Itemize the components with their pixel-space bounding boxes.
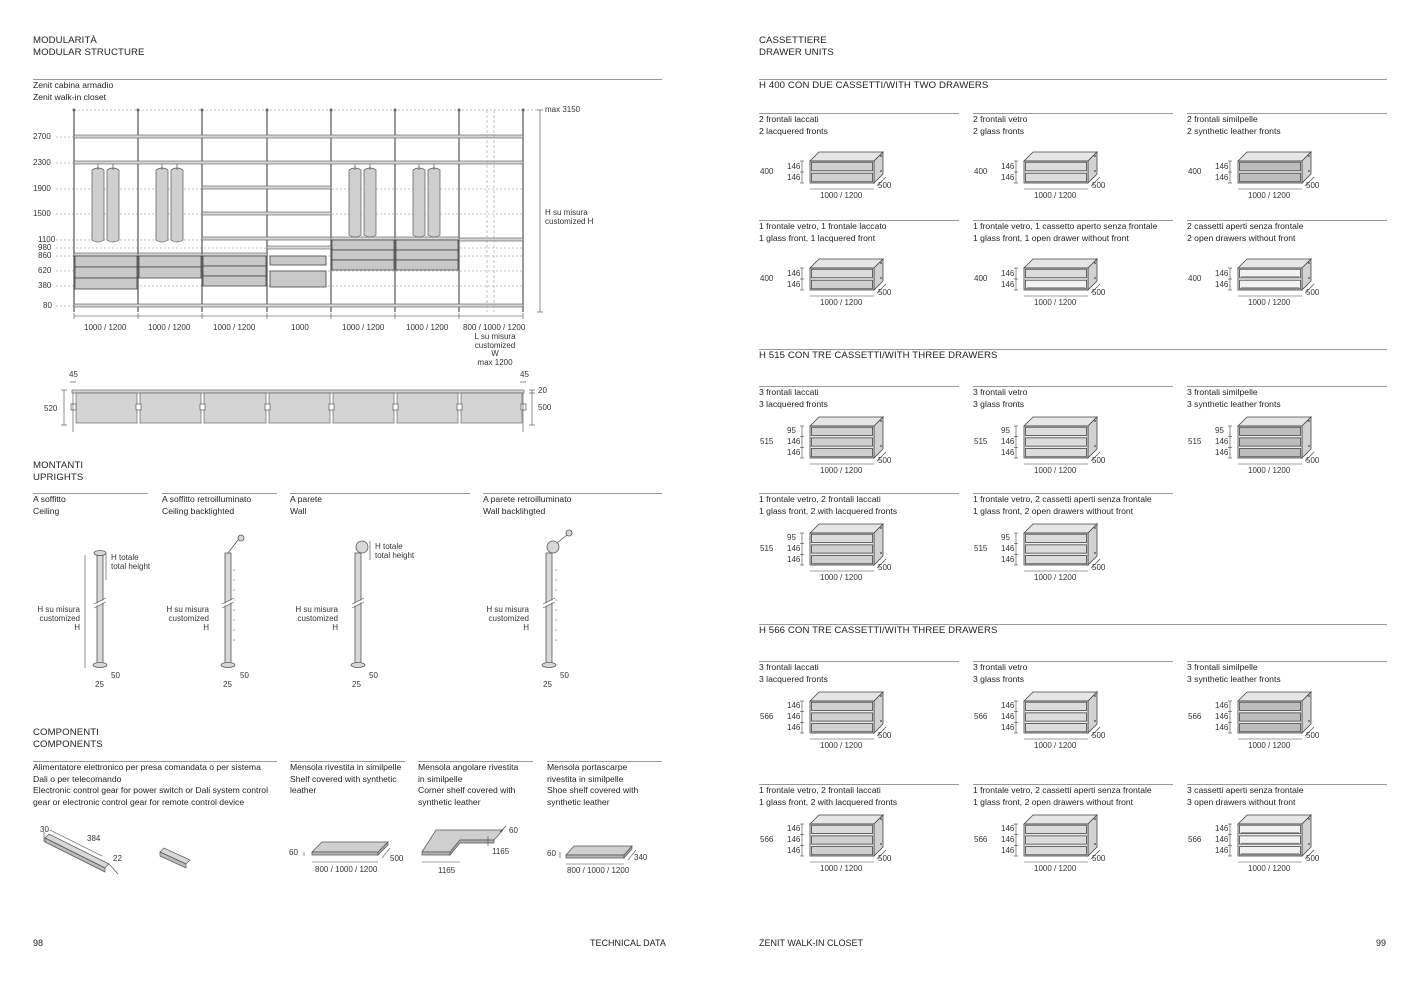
dim-60: 60 xyxy=(509,826,518,835)
height-label: 2300 xyxy=(33,158,51,167)
drawer-option xyxy=(973,220,1173,320)
drawer-unit-depth: 500 xyxy=(1306,854,1320,863)
drawer-option xyxy=(973,784,1173,884)
drawer-option xyxy=(759,661,959,761)
drawer-option-label-it: 1 frontale vetro, 1 frontale laccato xyxy=(759,221,887,231)
drawer-unit-height: 515 xyxy=(760,437,774,446)
drawer-height: 146 xyxy=(1215,437,1229,446)
dim-width: 800 / 1000 / 1200 xyxy=(315,865,378,874)
drawer-option xyxy=(759,386,959,486)
plan-depth-20: 20 xyxy=(538,386,547,395)
drawer-unit-width: 1000 / 1200 xyxy=(1248,466,1291,475)
drawer-unit-width: 1000 / 1200 xyxy=(1034,573,1077,582)
drawer-option-label-en: 1 glass front, 1 open drawer without front xyxy=(973,232,1129,243)
uprights-header: MONTANTI UPRIGHTS xyxy=(33,460,84,483)
drawer-option-label-en: 3 glass fronts xyxy=(973,398,1025,409)
drawer-unit-width: 1000 / 1200 xyxy=(820,298,863,307)
drawer-option-label-en: 2 lacquered fronts xyxy=(759,125,828,136)
drawer-option-label-it: 2 frontali laccati xyxy=(759,114,819,124)
dim-25: 25 xyxy=(223,680,232,689)
dim-60: 60 xyxy=(547,849,556,858)
drawer-height: 146 xyxy=(787,835,801,844)
drawer-option xyxy=(973,493,1173,593)
drawer-option-label-en: 1 glass front, 1 lacquered front xyxy=(759,232,876,243)
drawer-unit-depth: 500 xyxy=(1092,854,1106,863)
drawer-height: 146 xyxy=(1001,824,1015,834)
drawer-unit-width: 1000 / 1200 xyxy=(1248,741,1291,750)
drawer-height: 146 xyxy=(1001,701,1015,711)
drawer-unit-height: 515 xyxy=(974,437,988,446)
max-height-label: max 3150 xyxy=(545,105,581,114)
drawer-height: 146 xyxy=(787,824,801,834)
drawer-option-label-en: 3 open drawers without front xyxy=(1187,796,1296,807)
drawer-unit-height: 515 xyxy=(974,544,988,553)
width-label: 1000 / 1200 xyxy=(148,323,191,332)
drawer-height: 146 xyxy=(787,712,801,721)
dim-500: 500 xyxy=(390,854,404,863)
drawer-unit-height: 566 xyxy=(1188,712,1202,721)
drawer-option xyxy=(759,784,959,884)
drawer-option-label-en: 2 synthetic leather fronts xyxy=(1187,125,1281,136)
drawer-unit-height: 515 xyxy=(760,544,774,553)
height-label: 980 xyxy=(38,243,52,252)
drawer-height: 146 xyxy=(787,268,801,278)
drawer-unit-depth: 500 xyxy=(878,854,892,863)
total-height-label: H totale total height xyxy=(111,553,151,571)
dim-50: 50 xyxy=(111,671,120,680)
upright-ceiling-backlighted-label: A soffitto retroilluminato Ceiling backlighted xyxy=(162,494,252,516)
drawer-option xyxy=(1187,784,1387,884)
drawer-height: 146 xyxy=(1215,835,1229,844)
customized-width-note: L su misura customized W max 1200 xyxy=(474,332,516,367)
dim-25: 25 xyxy=(543,680,552,689)
height-label: 1100 xyxy=(38,235,56,244)
drawer-height: 146 xyxy=(787,544,801,553)
drawer-unit-depth: 500 xyxy=(1092,288,1106,297)
customized-h-label: H su misura customized H xyxy=(37,605,80,632)
drawer-unit-height: 515 xyxy=(1188,437,1202,446)
dim-50: 50 xyxy=(560,671,569,680)
height-label: 1500 xyxy=(33,209,51,218)
drawer-option-label-it: 2 frontali similpelle xyxy=(1187,114,1258,124)
drawer-option-label-it: 3 frontali laccati xyxy=(759,387,819,397)
drawer-height: 146 xyxy=(1215,172,1229,182)
drawer-unit-height: 400 xyxy=(1188,274,1202,283)
dim-width: 800 / 1000 / 1200 xyxy=(567,866,630,875)
drawer-height: 95 xyxy=(787,533,796,543)
drawer-unit-width: 1000 / 1200 xyxy=(1034,298,1077,307)
drawer-option-label-en: 1 glass front, 2 with lacquered fronts xyxy=(759,505,898,516)
drawer-option xyxy=(973,386,1173,486)
component-shoe-shelf-label: Mensola portascarpe rivestita in similpelle Shoe shelf covered with synthetic leather xyxy=(547,762,639,807)
footer-label: ZENIT WALK-IN CLOSET xyxy=(759,938,864,948)
drawer-option-label-it: 1 frontale vetro, 1 cassetto aperto senza frontale xyxy=(973,221,1158,231)
drawer-height: 146 xyxy=(1001,722,1015,732)
component-corner-shelf-label: Mensola angolare rivestita in similpelle Corner shelf covered with synthetic leather xyxy=(418,762,519,807)
dim-1165: 1165 xyxy=(492,847,510,856)
height-label: 380 xyxy=(38,281,52,290)
drawer-option-label-it: 2 frontali vetro xyxy=(973,114,1028,124)
drawer-option xyxy=(973,661,1173,761)
drawer-unit-depth: 500 xyxy=(1092,731,1106,740)
page-number: 99 xyxy=(1376,938,1387,948)
drawer-unit-height: 566 xyxy=(974,835,988,844)
drawer-option-label-en: 3 synthetic leather fronts xyxy=(1187,673,1281,684)
drawer-height: 146 xyxy=(787,845,801,855)
drawer-option-label-en: 1 glass front, 2 open drawers without front xyxy=(973,796,1134,807)
drawer-unit-height: 566 xyxy=(760,712,774,721)
dim-25: 25 xyxy=(352,680,361,689)
drawer-height: 146 xyxy=(1215,845,1229,855)
drawer-height: 95 xyxy=(1001,426,1010,436)
drawer-unit-depth: 500 xyxy=(1306,731,1320,740)
drawer-height: 146 xyxy=(787,437,801,446)
drawer-height: 146 xyxy=(787,172,801,182)
drawer-height: 146 xyxy=(1001,172,1015,182)
drawer-unit-width: 1000 / 1200 xyxy=(820,864,863,873)
width-label: 1000 / 1200 xyxy=(406,323,449,332)
drawer-unit-width: 1000 / 1200 xyxy=(820,573,863,582)
drawer-option xyxy=(1187,220,1387,320)
drawer-height: 146 xyxy=(1215,722,1229,732)
customized-h-label: H su misura customized H xyxy=(295,605,338,632)
drawer-unit-height: 566 xyxy=(760,835,774,844)
drawer-unit-height: 400 xyxy=(760,167,774,176)
dim-30: 30 xyxy=(40,825,49,834)
customized-h-label: H su misura customized H xyxy=(545,208,594,226)
height-label: 2700 xyxy=(33,132,51,141)
drawer-option xyxy=(1187,386,1387,486)
drawer-option-label-en: 3 synthetic leather fronts xyxy=(1187,398,1281,409)
drawer-height: 146 xyxy=(1001,712,1015,721)
left-header-it: MODULARITÀ xyxy=(33,35,97,46)
drawer-height: 95 xyxy=(1215,426,1224,436)
drawer-unit-width: 1000 / 1200 xyxy=(820,191,863,200)
drawer-height: 146 xyxy=(1001,437,1015,446)
dim-25: 25 xyxy=(95,680,104,689)
dim-340: 340 xyxy=(634,853,648,862)
height-label: 80 xyxy=(43,301,52,310)
drawer-option xyxy=(759,220,959,320)
drawer-option-label-en: 3 lacquered fronts xyxy=(759,398,828,409)
component-control-gear-label: Alimentatore elettronico per presa comandata o per sistema Dali o per telecomando Electronic control gear for power switch or Dali system control gear or electronic control gear for remote control device xyxy=(33,762,268,807)
drawer-height: 95 xyxy=(787,426,796,436)
width-label: 1000 / 1200 xyxy=(342,323,385,332)
drawer-height: 146 xyxy=(1215,824,1229,834)
drawer-option-label-en: 2 glass fronts xyxy=(973,125,1025,136)
drawer-option xyxy=(973,113,1173,213)
drawer-unit-width: 1000 / 1200 xyxy=(1034,466,1077,475)
drawer-height: 146 xyxy=(1001,554,1015,564)
drawer-option-label-it: 3 frontali laccati xyxy=(759,662,819,672)
footer-label: TECHNICAL DATA xyxy=(590,938,666,948)
drawer-unit-width: 1000 / 1200 xyxy=(1034,741,1077,750)
drawer-option-label-en: 1 glass front, 2 with lacquered fronts xyxy=(759,796,898,807)
width-label: 1000 xyxy=(291,323,309,332)
drawer-option-label-en: 3 glass fronts xyxy=(973,673,1025,684)
drawer-height: 146 xyxy=(1215,161,1229,171)
drawer-unit-depth: 500 xyxy=(1092,181,1106,190)
drawer-height: 146 xyxy=(787,554,801,564)
drawer-unit-depth: 500 xyxy=(878,288,892,297)
drawer-unit-depth: 500 xyxy=(878,563,892,572)
width-label: 800 / 1000 / 1200 xyxy=(463,323,526,332)
closet-title: Zenit cabina armadio Zenit walk-in closet xyxy=(33,80,114,102)
drawer-option-label-it: 3 frontali vetro xyxy=(973,662,1028,672)
drawer-height: 146 xyxy=(787,161,801,171)
drawer-group-title: H 566 CON TRE CASSETTI/WITH THREE DRAWERS xyxy=(759,625,998,636)
drawer-height: 146 xyxy=(787,447,801,457)
dim-50: 50 xyxy=(240,671,249,680)
drawer-unit-depth: 500 xyxy=(878,731,892,740)
plan-depth-520: 520 xyxy=(44,404,58,413)
drawer-unit-height: 400 xyxy=(760,274,774,283)
drawer-height: 146 xyxy=(1215,701,1229,711)
customized-h-label: H su misura customized H xyxy=(486,605,529,632)
drawer-height: 146 xyxy=(1001,279,1015,289)
drawer-height: 146 xyxy=(787,279,801,289)
upright-wall-label: A parete Wall xyxy=(290,494,323,516)
width-label: 1000 / 1200 xyxy=(213,323,256,332)
drawer-option xyxy=(1187,661,1387,761)
drawer-unit-depth: 500 xyxy=(878,181,892,190)
drawer-option-label-en: 2 open drawers without front xyxy=(1187,232,1296,243)
drawer-height: 146 xyxy=(1215,279,1229,289)
dim-384: 384 xyxy=(87,834,101,843)
drawer-option-label-it: 3 frontali similpelle xyxy=(1187,387,1258,397)
right-section-header: CASSETTIERE DRAWER UNITS xyxy=(759,35,834,58)
drawer-group-title: H 515 CON TRE CASSETTI/WITH THREE DRAWERS xyxy=(759,350,998,361)
plan-left-45: 45 xyxy=(69,370,78,379)
component-shelf-label: Mensola rivestita in similpelle Shelf covered with synthetic leather xyxy=(290,762,402,795)
left-header-en: MODULAR STRUCTURE xyxy=(33,47,145,58)
drawer-option-label-en: 3 lacquered fronts xyxy=(759,673,828,684)
drawer-height: 146 xyxy=(1001,447,1015,457)
drawer-group-title: H 400 CON DUE CASSETTI/WITH TWO DRAWERS xyxy=(759,80,989,91)
drawer-height: 146 xyxy=(1001,161,1015,171)
upright-ceiling-label: A soffitto Ceiling xyxy=(33,494,66,516)
drawer-unit-height: 400 xyxy=(1188,167,1202,176)
drawer-unit-width: 1000 / 1200 xyxy=(1248,864,1291,873)
drawer-unit-width: 1000 / 1200 xyxy=(1034,191,1077,200)
dim-22: 22 xyxy=(113,854,122,863)
drawer-height: 146 xyxy=(1001,268,1015,278)
total-height-label: H totale total height xyxy=(375,542,415,560)
customized-h-label: H su misura customized H xyxy=(166,605,209,632)
drawer-option-label-it: 1 frontale vetro, 2 cassetti aperti senza frontale xyxy=(973,785,1152,795)
drawer-unit-width: 1000 / 1200 xyxy=(1248,191,1291,200)
drawer-unit-depth: 500 xyxy=(1306,456,1320,465)
drawer-unit-height: 566 xyxy=(974,712,988,721)
drawer-unit-depth: 500 xyxy=(1092,456,1106,465)
components-header: COMPONENTI COMPONENTS xyxy=(33,727,103,750)
drawer-unit-depth: 500 xyxy=(1306,181,1320,190)
plan-right-45: 45 xyxy=(520,370,529,379)
drawer-unit-width: 1000 / 1200 xyxy=(820,741,863,750)
drawer-height: 146 xyxy=(1215,447,1229,457)
drawer-option-label-it: 1 frontale vetro, 2 frontali laccati xyxy=(759,494,881,504)
drawer-option xyxy=(1187,113,1387,213)
dim-60: 60 xyxy=(289,848,298,857)
drawer-unit-width: 1000 / 1200 xyxy=(1248,298,1291,307)
drawer-option-label-it: 1 frontale vetro, 2 cassetti aperti senza frontale xyxy=(973,494,1152,504)
drawer-option-label-it: 3 frontali vetro xyxy=(973,387,1028,397)
dim-1165: 1165 xyxy=(438,866,456,875)
height-label: 1900 xyxy=(33,184,51,193)
height-label: 860 xyxy=(38,251,52,260)
drawer-unit-width: 1000 / 1200 xyxy=(1034,864,1077,873)
drawer-height: 146 xyxy=(1001,544,1015,553)
drawer-unit-height: 400 xyxy=(974,167,988,176)
drawer-option xyxy=(759,493,959,593)
drawer-option-label-en: 1 glass front, 2 open drawers without front xyxy=(973,505,1134,516)
drawer-height: 146 xyxy=(1215,712,1229,721)
drawer-option xyxy=(759,113,959,213)
drawer-option-label-it: 1 frontale vetro, 2 frontali laccati xyxy=(759,785,881,795)
drawer-height: 146 xyxy=(1001,845,1015,855)
drawer-unit-height: 566 xyxy=(1188,835,1202,844)
drawer-option-label-it: 2 cassetti aperti senza frontale xyxy=(1187,221,1304,231)
height-label: 620 xyxy=(38,266,52,275)
drawer-height: 95 xyxy=(1001,533,1010,543)
drawer-height: 146 xyxy=(787,701,801,711)
upright-wall-backlighted-label: A parete retroilluminato Wall backlihgted xyxy=(483,494,572,516)
drawer-option-label-it: 3 cassetti aperti senza frontale xyxy=(1187,785,1304,795)
width-label: 1000 / 1200 xyxy=(84,323,127,332)
drawer-height: 146 xyxy=(1215,268,1229,278)
drawer-unit-width: 1000 / 1200 xyxy=(820,466,863,475)
components-drawing xyxy=(0,0,700,900)
drawer-height: 146 xyxy=(787,722,801,732)
page-number: 98 xyxy=(33,938,44,948)
drawer-height: 146 xyxy=(1001,835,1015,844)
drawer-unit-depth: 500 xyxy=(1306,288,1320,297)
drawer-option-label-it: 3 frontali similpelle xyxy=(1187,662,1258,672)
dim-50: 50 xyxy=(369,671,378,680)
drawer-unit-height: 400 xyxy=(974,274,988,283)
plan-depth-500: 500 xyxy=(538,403,552,412)
drawer-unit-depth: 500 xyxy=(878,456,892,465)
drawer-unit-depth: 500 xyxy=(1092,563,1106,572)
